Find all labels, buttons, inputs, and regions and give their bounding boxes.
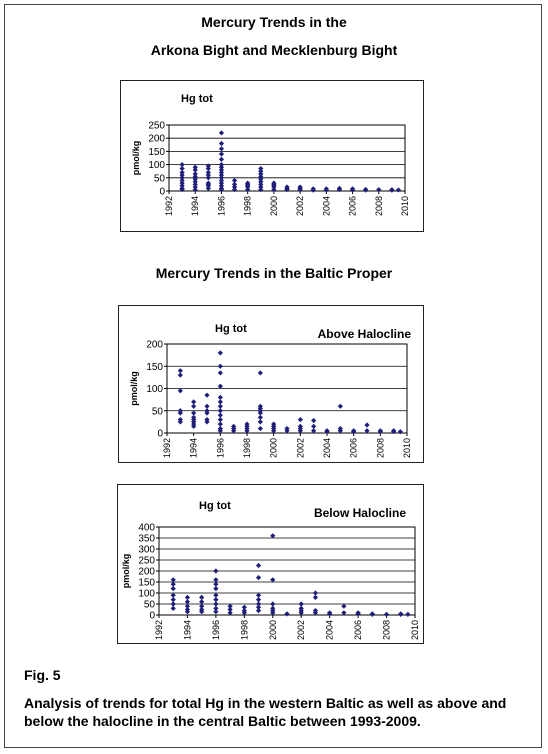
data-point [313, 595, 318, 600]
chart-title: Hg tot [199, 500, 231, 512]
chart-title: Hg tot [181, 93, 213, 105]
y-tick-label: 0 [157, 428, 163, 440]
data-point [219, 130, 224, 135]
data-point [405, 612, 410, 617]
x-tick-label: 2000 [268, 196, 279, 217]
x-tick-label: 1994 [182, 620, 193, 641]
data-point [370, 612, 375, 617]
data-point [258, 415, 263, 420]
data-point [256, 563, 261, 568]
x-tick-label: 1996 [216, 196, 227, 217]
data-point [204, 404, 209, 409]
x-tick-label: 2006 [347, 196, 358, 217]
y-axis-label: pmol/kg [131, 140, 141, 176]
x-tick-label: 2004 [321, 196, 332, 217]
y-tick-label: 200 [138, 566, 155, 578]
data-point [311, 418, 316, 423]
data-point [218, 384, 223, 389]
y-tick-label: 350 [138, 533, 155, 545]
data-point [213, 586, 218, 591]
x-tick-label: 2002 [295, 196, 306, 217]
chart-below-halocline [117, 484, 424, 644]
x-tick-label: 1992 [164, 196, 174, 217]
y-tick-label: 0 [149, 610, 155, 622]
y-tick-label: 100 [148, 160, 165, 172]
data-point [389, 188, 394, 193]
x-tick-label: 1998 [242, 438, 252, 459]
chart-arkona [120, 80, 424, 232]
data-point [338, 404, 343, 409]
data-point [213, 609, 218, 614]
x-tick-label: 1996 [215, 438, 226, 459]
data-point [396, 187, 401, 192]
data-point [364, 422, 369, 427]
data-point [218, 404, 223, 409]
chart-title: Hg tot [215, 323, 247, 335]
data-point [178, 388, 183, 393]
chart-above-halocline-svg [119, 306, 425, 464]
x-tick-label: 1992 [154, 620, 164, 641]
chart-below-halocline-svg [118, 485, 425, 645]
figure-label: Fig. 5 [24, 667, 61, 683]
data-point [363, 188, 368, 193]
data-point [284, 611, 289, 616]
data-point [191, 399, 196, 404]
data-point [218, 350, 223, 355]
data-point [311, 424, 316, 429]
y-tick-label: 200 [148, 133, 165, 145]
data-point [218, 399, 223, 404]
data-point [218, 417, 223, 422]
data-point [206, 175, 211, 180]
x-tick-label: 1998 [239, 620, 250, 641]
data-point [298, 417, 303, 422]
chart-subtitle: Below Halocline [313, 506, 406, 520]
data-point [256, 575, 261, 580]
x-tick-label: 1994 [190, 196, 201, 217]
x-tick-label: 2002 [295, 438, 306, 459]
baltic-proper-title: Mercury Trends in the Baltic Proper [155, 265, 393, 281]
figure-caption: Analysis of trends for total Hg in the western Baltic as well as above and below the halocline in the central Baltic between 1993-2009. [24, 695, 507, 729]
x-tick-label: 2006 [353, 620, 364, 641]
data-point [171, 606, 176, 611]
y-tick-label: 50 [151, 406, 163, 418]
x-tick-label: 1998 [242, 196, 253, 217]
data-point [178, 373, 183, 378]
y-tick-label: 250 [138, 555, 155, 567]
y-tick-label: 100 [138, 588, 155, 600]
y-tick-label: 150 [138, 577, 155, 589]
y-tick-label: 100 [146, 384, 163, 395]
y-axis-label: pmol/kg [121, 553, 131, 589]
x-tick-label: 2008 [381, 620, 392, 641]
y-tick-label: 50 [143, 599, 155, 611]
data-point [219, 141, 224, 146]
data-point [218, 395, 223, 400]
chart-subtitle: Above Halocline [317, 327, 411, 341]
data-point [398, 612, 403, 617]
x-tick-label: 2000 [267, 620, 278, 641]
x-tick-label: 2004 [322, 438, 332, 459]
y-tick-label: 250 [148, 120, 165, 132]
y-tick-label: 300 [138, 544, 155, 556]
plot-area [169, 125, 405, 191]
data-point [171, 586, 176, 591]
x-tick-label: 1994 [188, 438, 199, 459]
y-axis-label: pmol/kg [129, 371, 139, 406]
x-tick-label: 2010 [410, 620, 420, 641]
chart-above-halocline [118, 305, 424, 463]
data-point [219, 157, 224, 162]
data-point [206, 186, 211, 191]
data-point [213, 568, 218, 573]
x-tick-label: 2000 [268, 438, 279, 459]
data-point [218, 413, 223, 418]
data-point [204, 393, 209, 398]
data-point [218, 422, 223, 427]
x-tick-label: 2010 [402, 438, 412, 459]
main-title-line1: Mercury Trends in the [201, 14, 347, 30]
data-point [218, 408, 223, 413]
x-tick-label: 2008 [373, 196, 384, 217]
data-point [219, 151, 224, 156]
x-tick-label: 2004 [324, 620, 335, 641]
main-title-line2: Arkona Bight and Mecklenburg Bight [150, 42, 398, 58]
x-tick-label: 1992 [162, 438, 172, 459]
x-tick-label: 2002 [296, 620, 307, 641]
data-point [258, 419, 263, 424]
data-point [218, 364, 223, 369]
x-tick-label: 2008 [375, 438, 386, 459]
y-tick-label: 150 [148, 146, 165, 158]
x-tick-label: 2006 [348, 438, 359, 459]
data-point [219, 146, 224, 151]
x-tick-label: 2010 [400, 196, 410, 217]
y-tick-label: 400 [138, 522, 155, 534]
data-point [256, 608, 261, 613]
data-point [258, 426, 263, 431]
y-tick-label: 200 [146, 339, 163, 351]
data-point [178, 368, 183, 373]
y-tick-label: 150 [146, 361, 163, 373]
x-tick-label: 1996 [210, 620, 221, 641]
y-tick-label: 0 [159, 186, 165, 198]
data-point [191, 404, 196, 409]
y-tick-label: 50 [153, 173, 165, 185]
chart-arkona-svg [121, 81, 425, 233]
data-point [218, 370, 223, 375]
data-point [258, 370, 263, 375]
data-point [191, 410, 196, 415]
data-point [384, 612, 389, 617]
